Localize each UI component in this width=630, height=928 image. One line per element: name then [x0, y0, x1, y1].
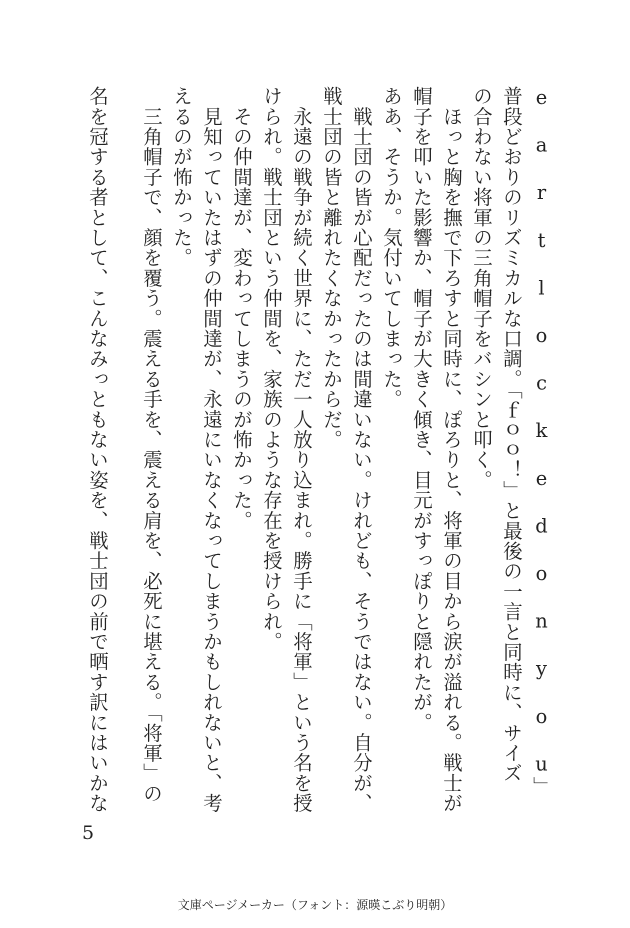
text-line: 名を冠する者として、こんなみっともない姿を、戦士団の前で晒す訳にはいかな — [86, 86, 109, 814]
text-line: e a r t l o c k e d o n y o u」 — [530, 86, 553, 797]
text-line: 三角帽子で、顔を覆う。震える手を、震える肩を、必死に堪える。「将軍」の — [140, 86, 163, 804]
page-number: 5 — [82, 822, 95, 844]
text-line: の合わない将軍の三角帽子をバシンと叩く。 — [470, 86, 493, 490]
text-line: 永遠の戦争が続く世界に、ただ一人放り込まれ。勝手に「将軍」という名を授 — [290, 86, 313, 814]
footer-credit: 文庫ページメーカー（フォント：源暎こぶり明朝） — [177, 898, 453, 912]
text-line: 戦士団の皆と離れたくなかったからだ。 — [320, 86, 343, 450]
text-line: ほっと胸を撫で下ろすと同時に、ぽろりと、将軍の目から涙が溢れる。戦士が — [440, 86, 463, 814]
text-line: その仲間達が、変わってしまうのが怖かった。 — [230, 86, 253, 531]
text-line: ああ、そうか。気付いてしまった。 — [380, 86, 403, 410]
text-line: けられ。戦士団という仲間を、家族のような存在を授けられ。 — [260, 86, 283, 652]
text-line: 見知っていたはずの仲間達が、永遠にいなくなってしまうかもしれないと、考 — [200, 86, 223, 814]
text-line: えるのが怖かった。 — [170, 86, 193, 268]
text-line: 戦士団の皆が心配だったのは間違いない。けれども、そうではない。自分が、 — [350, 86, 373, 814]
text-line: 普段どおりのリズミカルな口調。「ｆｏｏ！」と最後の一言と同時に、サイズ — [500, 86, 523, 784]
text-line: 帽子を叩いた影響か、帽子が大きく傾き、目元がすっぽりと隠れたが。 — [410, 86, 433, 733]
